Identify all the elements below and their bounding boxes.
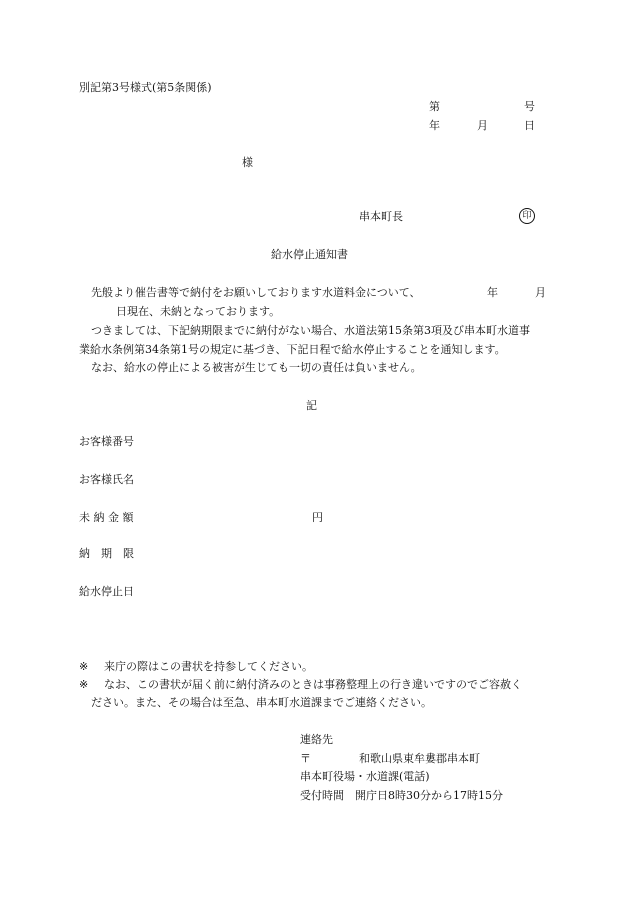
sender-title: 串本町長 [359, 210, 403, 223]
body-line-1: 先般より催告書等で納付をお願いしております水道料金について、 [91, 286, 421, 299]
contact-hours: 受付時間 開庁日8時30分から17時15分 [300, 789, 503, 802]
note-2-mark: ※ [79, 678, 89, 691]
note-2-line-2: ださい。また、その場合は至急、串本町水道課までご連絡ください。 [91, 696, 432, 709]
date-month-label: 月 [477, 119, 488, 132]
number-go-label: 号 [524, 100, 535, 113]
field-unpaid-amount: 未 納 金 額 [79, 511, 134, 524]
date-year-label: 年 [429, 119, 440, 132]
note-1-mark: ※ [79, 660, 89, 673]
yen-label: 円 [312, 511, 323, 524]
field-customer-name: お客様氏名 [79, 473, 134, 486]
body-line-1-month: 月 [535, 286, 546, 299]
ki-heading: 記 [306, 399, 317, 412]
seal-stamp [519, 208, 535, 224]
contact-heading: 連絡先 [300, 733, 333, 746]
body-line-2: 日現在、未納となっております。 [116, 305, 281, 318]
field-customer-number: お客様番号 [79, 435, 134, 448]
recipient-honorific: 様 [242, 156, 253, 169]
date-day-label: 日 [524, 119, 535, 132]
contact-address: 和歌山県東牟婁郡串本町 [359, 752, 480, 765]
note-1: 来庁の際はこの書状を持参してください。 [104, 660, 313, 673]
body-line-1-year: 年 [487, 286, 498, 299]
body-line-4: 業給水条例第34条第1号の規定に基づき、下記日程で給水停止することを通知します。 [79, 343, 506, 356]
body-line-3: つきましては、下記納期限までに納付がない場合、水道法第15条第3項及び串本町水道事 [91, 324, 530, 337]
field-stop-date: 給水停止日 [79, 585, 134, 598]
note-2-line-1: なお、この書状が届く前に納付済みのときは事務整理上の行き違いですのでご容赦く [104, 678, 522, 691]
seal-label: 印 [522, 210, 532, 221]
body-line-5: なお、給水の停止による被害が生じても一切の責任は負いません。 [91, 361, 422, 374]
form-label: 別記第3号様式(第5条関係) [79, 81, 212, 94]
field-due-date: 納 期 限 [79, 547, 134, 560]
contact-office: 串本町役場・水道課(電話) [300, 770, 430, 783]
postal-mark: 〒 [300, 752, 311, 765]
document-title: 給水停止通知書 [271, 248, 348, 261]
number-dai-label: 第 [429, 100, 440, 113]
